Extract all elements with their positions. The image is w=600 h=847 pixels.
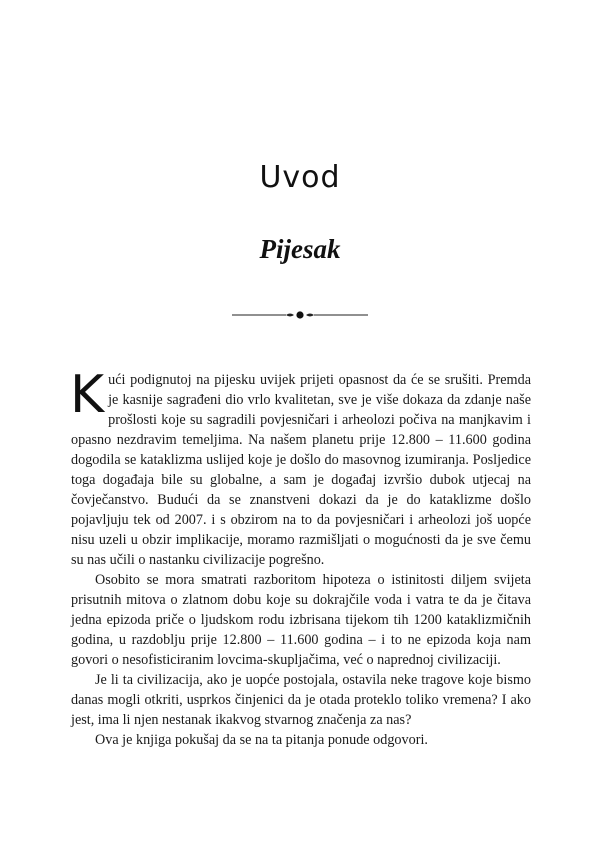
paragraph-1 xyxy=(70,365,531,570)
ornament-divider xyxy=(230,307,370,323)
paragraph-4: Ova je knjiga pokušaj da se na ta pitanja ponude odgovori. xyxy=(95,732,428,748)
chapter-subtitle: Pijesak xyxy=(259,234,341,264)
paragraph-3: Je li ta civilizacija, ako je uopće postojala, ostavila neke tragove koje bismo danas mogli otkriti, usprkos činjenici da je otada proteklo toliko vremena? I ako jest, ima li njen nestanak ikakvog stvarnog značenja za nas? xyxy=(71,672,531,728)
paragraph-2: Osobito se mora smatrati razboritom hipoteza o istinitosti diljem svijeta prisutnih mitova o zlatnom dobu koje su dokrajčile voda i vatra te da je čitava jedna epizoda priče o ljudskom rodu izbrisana tijekom tih 1200 kataklizmičnih godina, u razdoblju prije 12.800 – 11.600 godina – i to ne epizoda koja nam govori o nesofisticiranim lovcima-skupljačima, već o naprednoj civilizaciji. xyxy=(71,572,531,668)
paragraph-1-text: ući podignutoj na pijesku uvijek prijeti opasnost da će se srušiti. Premda je kasnije sagrađeni dio vrlo kvalitetan, sve je više dokaza da zdanje naše prošlosti koje su sagradili povjesničari i arheolozi počiva na manjkavim i opasno nezdravim temeljima. Na našem planetu prije 12.800 – 11.600 godina dogodila se kataklizma uslijed koje je došlo do masovnog izumiranja. Posljedice toga događaja bile su globalne, a sam je događaj izvršio dubok utjecaj na čovječanstvo. Budući da se znanstveni dokazi da je do kataklizme došlo pojavljuju tek od 2007. i s obzirom na to da povjesničari i arheolozi još uopće nisu uzeli u obzir implikacije, moramo razmišljati o mogućnosti da je sve čemu su nas učili o nastanku civilizacije pogrešno. xyxy=(71,372,531,568)
body-text xyxy=(70,365,531,750)
chapter-title: Uvod xyxy=(259,160,341,195)
drop-cap: K xyxy=(70,365,105,425)
